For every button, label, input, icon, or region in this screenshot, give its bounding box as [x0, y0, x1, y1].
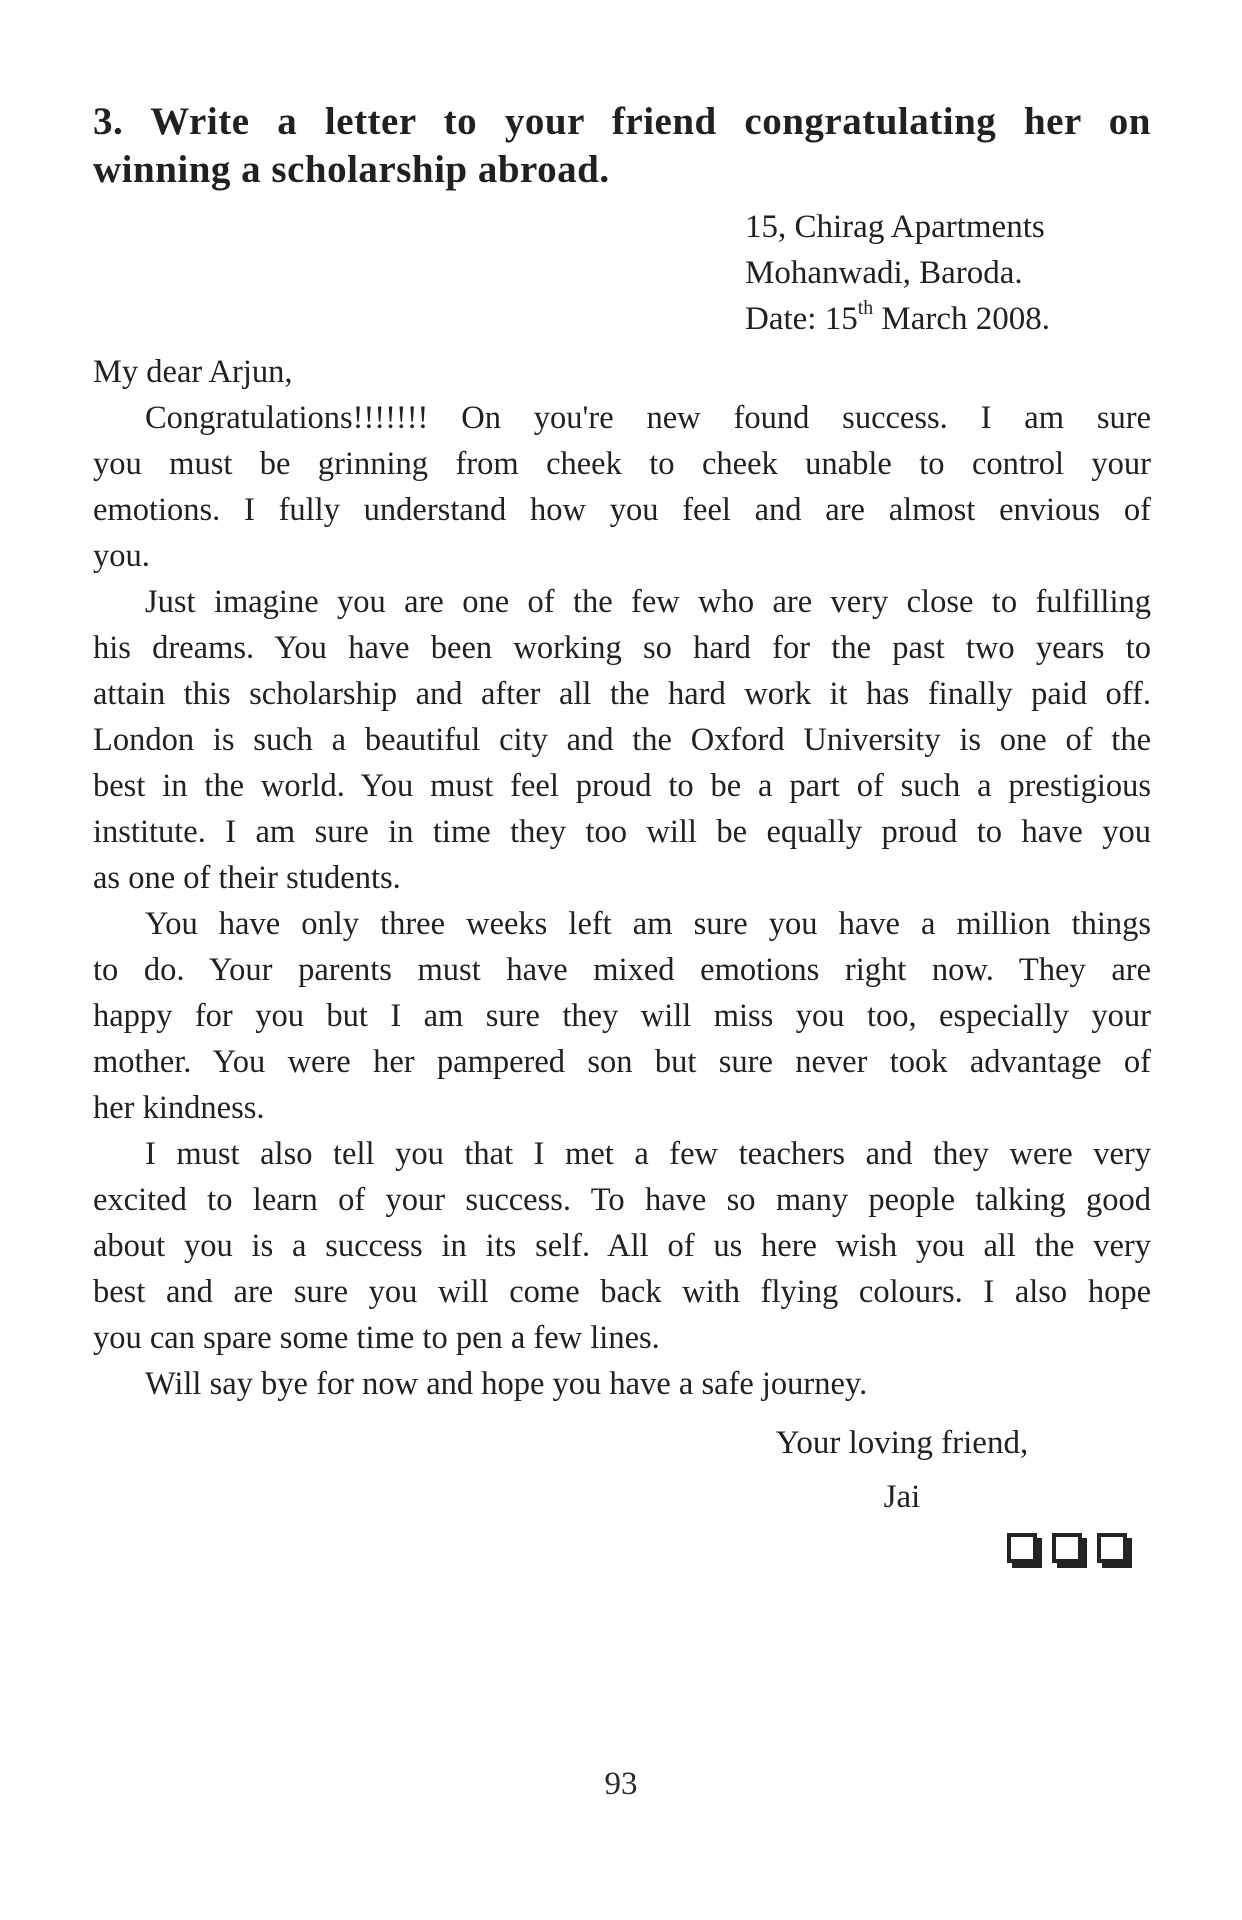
- text-line: excited to learn of your success. To have so many people talking good: [93, 1182, 1151, 1218]
- text-line: you must be grinning from cheek to cheek unable to control your: [93, 446, 1151, 482]
- date-suffix: March 2008.: [873, 301, 1050, 337]
- exercise-heading: [93, 98, 1151, 194]
- text-line: you.: [93, 538, 150, 574]
- text-line: his dreams. You have been working so hard for the past two years to: [93, 630, 1151, 666]
- end-marker-square-icon: [1097, 1533, 1127, 1563]
- text-line: 3. Write a letter to your friend congratulating her on: [93, 100, 1151, 143]
- page-number: 93: [604, 1766, 638, 1802]
- text-line: institute. I am sure in time they too will be equally proud to have you: [93, 814, 1151, 850]
- text-line: London is such a beautiful city and the Oxford University is one of the: [93, 722, 1151, 758]
- text-line: Mohanwadi, Baroda.: [745, 255, 1023, 291]
- signature-name: Jai: [883, 1479, 921, 1515]
- text-line: happy for you but I am sure they will miss you too, especially your: [93, 998, 1151, 1034]
- address-lines: [745, 206, 1151, 298]
- date-line: [745, 298, 1151, 341]
- letter-body: [93, 349, 1151, 1407]
- closing-phrase: Your loving friend,: [775, 1425, 1029, 1461]
- text-line: as one of their students.: [93, 860, 401, 896]
- letter-paragraphs: [93, 395, 1151, 1407]
- text-line: mother. You were her pampered son but sure never took advantage of: [93, 1044, 1151, 1080]
- text-line: You have only three weeks left am sure you have a million things: [145, 906, 1151, 942]
- text-line: about you is a success in its self. All of us here wish you all the very: [93, 1228, 1151, 1264]
- letter-paragraph: [93, 579, 1151, 901]
- text-line: emotions. I fully understand how you feel and are almost envious of: [93, 492, 1151, 528]
- text-line: 15, Chirag Apartments: [745, 209, 1045, 245]
- text-line: best in the world. You must feel proud to be a part of such a prestigious: [93, 768, 1151, 804]
- text-line: Congratulations!!!!!!! On you're new found success. I am sure: [145, 400, 1151, 436]
- text-line: Will say bye for now and hope you have a safe journey.: [145, 1366, 868, 1402]
- end-of-answer-markers: [93, 1533, 1151, 1563]
- text-line: attain this scholarship and after all the hard work it has finally paid off.: [93, 676, 1151, 712]
- text-line: you can spare some time to pen a few lines.: [93, 1320, 660, 1356]
- text-line: best and are sure you will come back with flying colours. I also hope: [93, 1274, 1151, 1310]
- page-content: [93, 98, 1151, 1563]
- text-line: I must also tell you that I met a few teachers and they were very: [145, 1136, 1151, 1172]
- end-marker-square-icon: [1052, 1533, 1082, 1563]
- text-line: to do. Your parents must have mixed emotions right now. They are: [93, 952, 1151, 988]
- text-line: her kindness.: [93, 1090, 265, 1126]
- salutation: My dear Arjun,: [93, 354, 293, 390]
- date-ordinal-superscript: th: [857, 297, 874, 320]
- end-marker-square-icon: [1007, 1533, 1037, 1563]
- letter-paragraph: [93, 1131, 1151, 1361]
- closing-block: [653, 1417, 1151, 1523]
- letter-paragraph: [93, 395, 1151, 579]
- letter-paragraph: [93, 901, 1151, 1131]
- sender-address-block: [745, 206, 1151, 341]
- date-prefix: Date: 15: [745, 301, 858, 337]
- letter-paragraph: [93, 1361, 1151, 1407]
- text-line: Just imagine you are one of the few who are very close to fulfilling: [145, 584, 1151, 620]
- text-line: winning a scholarship abroad.: [93, 148, 610, 191]
